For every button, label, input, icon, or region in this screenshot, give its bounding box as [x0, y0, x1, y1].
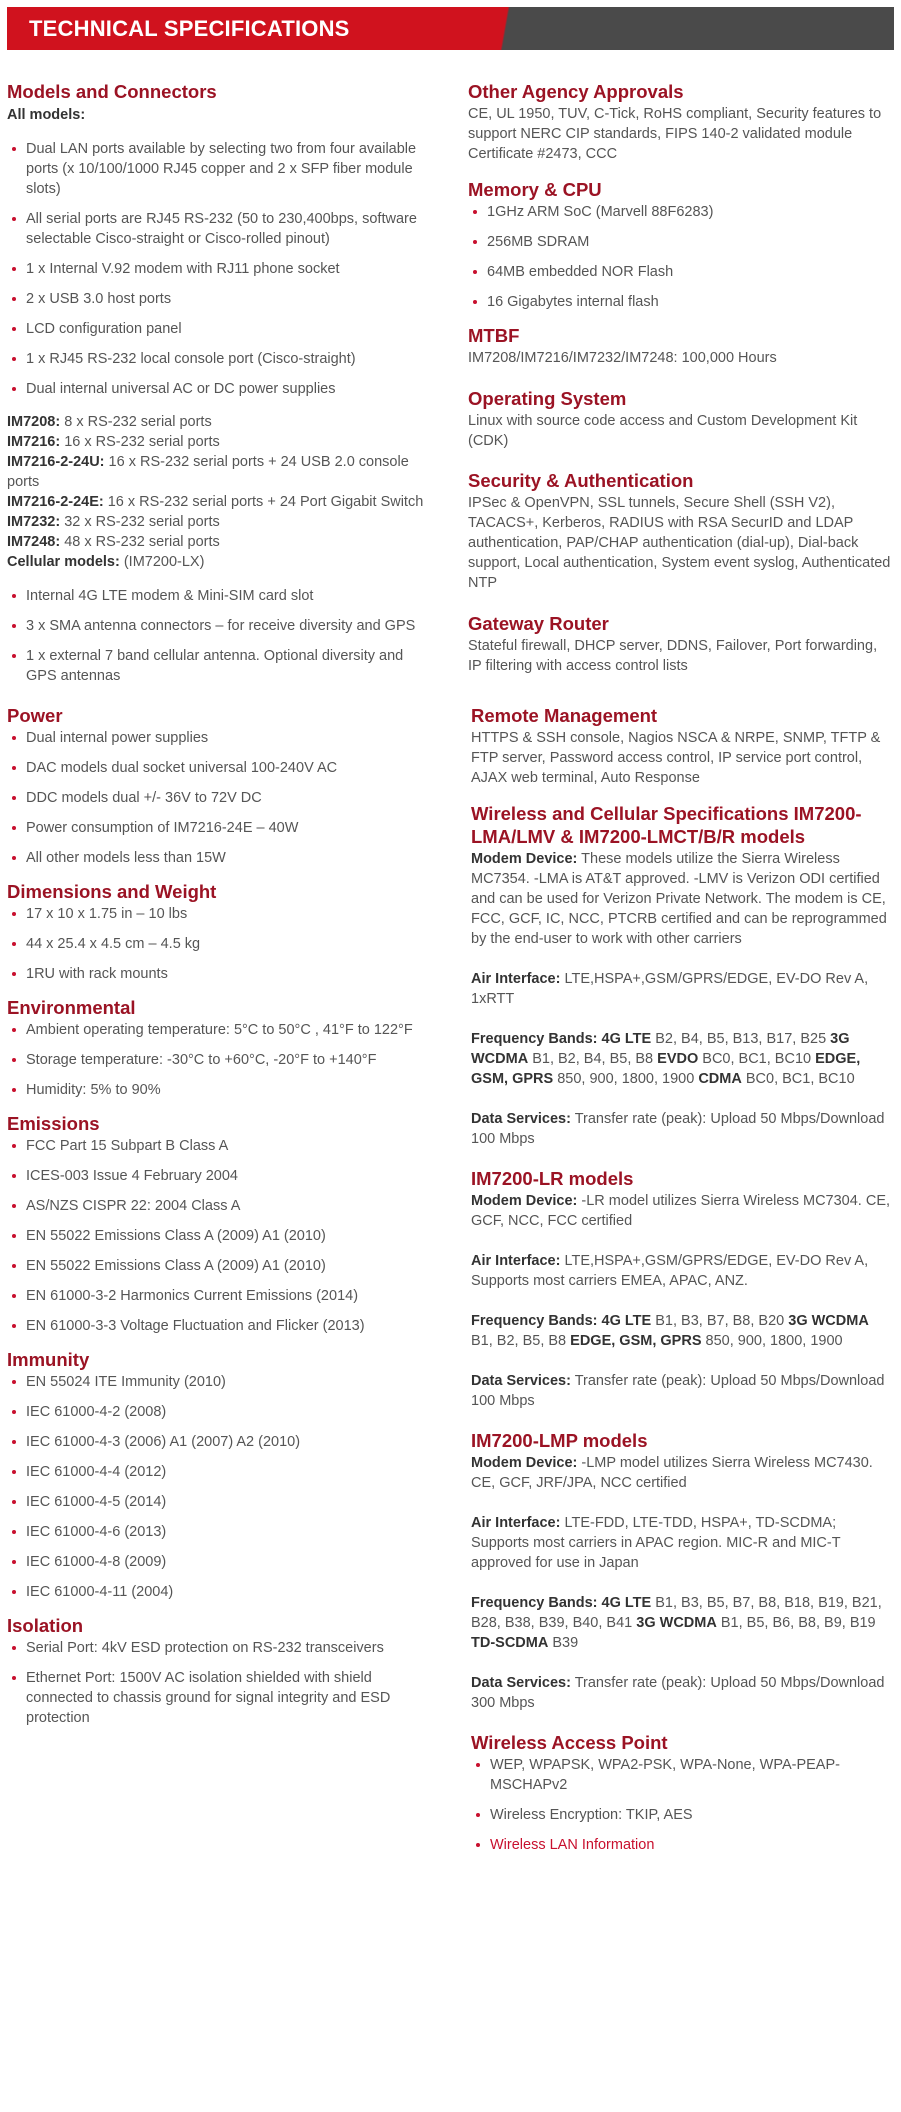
lr-modem: Modem Device: -LR model utilizes Sierra Wireless MC7304. CE, GCF, NCC, FCC certified	[471, 1193, 891, 1229]
memory-heading: Memory & CPU	[468, 179, 602, 200]
list-item: EN 55022 Emissions Class A (2009) A1 (2010)	[7, 1226, 437, 1246]
list-item: EN 61000-3-3 Voltage Fluctuation and Flicker (2013)	[7, 1316, 437, 1336]
list-item: IEC 61000-4-6 (2013)	[7, 1522, 437, 1542]
list-item: IEC 61000-4-2 (2008)	[7, 1402, 437, 1422]
list-item: 1RU with rack mounts	[7, 964, 437, 984]
list-item: IEC 61000-4-4 (2012)	[7, 1462, 437, 1482]
lmp-data: Data Services: Transfer rate (peak): Upload 50 Mbps/Download 300 Mbps	[471, 1675, 885, 1711]
list-item: IEC 61000-4-11 (2004)	[7, 1582, 437, 1602]
emissions-list	[7, 1136, 437, 1336]
power-list	[7, 728, 437, 868]
list-item: DDC models dual +/- 36V to 72V DC	[7, 788, 437, 808]
list-item: WEP, WPAPSK, WPA2-PSK, WPA-None, WPA-PEAP-MSCHAPv2	[471, 1755, 893, 1795]
list-item: Wireless Encryption: TKIP, AES	[471, 1805, 893, 1825]
wireless-freq: Frequency Bands: 4G LTE B2, B4, B5, B13, B17, B25 3G WCDMA B1, B2, B4, B5, B8 EVDO BC0, BC1, BC10 EDGE, GSM, GPRS 850, 900, 1800, 1900 CDMA BC0, BC1, BC10	[471, 1031, 861, 1087]
wireless-heading: Wireless and Cellular Specifications IM7200-LMA/LMV & IM7200-LMCT/B/R models	[471, 803, 862, 847]
isolation-list	[7, 1638, 437, 1728]
list-item: All other models less than 15W	[7, 848, 437, 868]
variant-row: Cellular models: (IM7200-LX)	[7, 554, 205, 570]
list-item: AS/NZS CISPR 22: 2004 Class A	[7, 1196, 437, 1216]
list-item: 2 x USB 3.0 host ports	[7, 289, 437, 309]
model-variants	[7, 412, 437, 572]
wireless-modem: Modem Device: These models utilize the Sierra Wireless MC7354. -LMA is AT&T approved. -LMV is Verizon ODI certified and can be used for Verizon Private Network. The modem is CE, FCC, GCF, IC, NCC, PTCRB certified and can be reprogrammed by the end-user to work with other carriers	[471, 851, 887, 947]
variant-row: IM7216-2-24U: 16 x RS-232 serial ports + 24 USB 2.0 console ports	[7, 454, 409, 490]
list-item: ICES-003 Issue 4 February 2004	[7, 1166, 437, 1186]
list-item: Internal 4G LTE modem & Mini-SIM card slot	[7, 586, 437, 606]
wireless-data: Data Services: Transfer rate (peak): Upload 50 Mbps/Download 100 Mbps	[471, 1111, 885, 1147]
agency-text: CE, UL 1950, TUV, C-Tick, RoHS compliant, Security features to support NERC CIP standards, FIPS 140-2 validated module Certificate #2473, CCC	[468, 106, 882, 162]
models-heading: Models and Connectors	[7, 81, 217, 102]
lmp-heading: IM7200-LMP models	[471, 1430, 648, 1451]
list-item: Serial Port: 4kV ESD protection on RS-232 transceivers	[7, 1638, 437, 1658]
variant-row: IM7232: 32 x RS-232 serial ports	[7, 514, 220, 530]
list-item: Storage temperature: -30°C to +60°C, -20°F to +140°F	[7, 1050, 437, 1070]
banner-title: TECHNICAL SPECIFICATIONS	[29, 16, 350, 41]
dimensions-list	[7, 904, 437, 984]
wireless-air: Air Interface: LTE,HSPA+,GSM/GPRS/EDGE, EV-DO Rev A, 1xRTT	[471, 971, 869, 1007]
list-item: IEC 61000-4-3 (2006) A1 (2007) A2 (2010)	[7, 1432, 437, 1452]
remote-heading: Remote Management	[471, 705, 658, 726]
list-item: 3 x SMA antenna connectors – for receive diversity and GPS	[7, 616, 437, 636]
variant-row: IM7216-2-24E: 16 x RS-232 serial ports + 24 Port Gigabit Switch	[7, 494, 424, 510]
dimensions-heading: Dimensions and Weight	[7, 881, 217, 902]
mtbf-heading: MTBF	[468, 325, 520, 346]
power-heading: Power	[7, 705, 63, 726]
list-item: Dual internal universal AC or DC power supplies	[7, 379, 437, 399]
list-item: 256MB SDRAM	[468, 232, 893, 252]
immunity-heading: Immunity	[7, 1349, 90, 1370]
gateway-heading: Gateway Router	[468, 613, 609, 634]
wireless-lan-info-link[interactable]: Wireless LAN Information	[490, 1837, 655, 1853]
security-heading: Security & Authentication	[468, 470, 694, 491]
variant-row: IM7248: 48 x RS-232 serial ports	[7, 534, 220, 550]
os-heading: Operating System	[468, 388, 627, 409]
list-item: Humidity: 5% to 90%	[7, 1080, 437, 1100]
list-item: 16 Gigabytes internal flash	[468, 292, 893, 312]
list-item: Power consumption of IM7216-24E – 40W	[7, 818, 437, 838]
wap-list	[471, 1755, 893, 1855]
list-item: 44 x 25.4 x 4.5 cm – 4.5 kg	[7, 934, 437, 954]
list-item	[471, 1835, 893, 1855]
gateway-text: Stateful firewall, DHCP server, DDNS, Failover, Port forwarding, IP filtering with access control lists	[468, 638, 878, 674]
list-item: Dual LAN ports available by selecting two from four available ports (x 10/100/1000 RJ45 copper and 2 x SFP fiber module slots)	[7, 139, 437, 199]
list-item: 1 x RJ45 RS-232 local console port (Cisco-straight)	[7, 349, 437, 369]
specs-banner	[7, 7, 894, 50]
list-item: Ethernet Port: 1500V AC isolation shielded with shield connected to chassis ground for signal integrity and ESD protection	[7, 1668, 437, 1728]
immunity-list	[7, 1372, 437, 1602]
all-models-label: All models:	[7, 107, 86, 123]
list-item: LCD configuration panel	[7, 319, 437, 339]
list-item: IEC 61000-4-5 (2014)	[7, 1492, 437, 1512]
list-item: EN 61000-3-2 Harmonics Current Emissions (2014)	[7, 1286, 437, 1306]
mtbf-text: IM7208/IM7216/IM7232/IM7248: 100,000 Hours	[468, 350, 777, 366]
lr-data: Data Services: Transfer rate (peak): Upload 50 Mbps/Download 100 Mbps	[471, 1373, 885, 1409]
agency-heading: Other Agency Approvals	[468, 81, 684, 102]
list-item: 1GHz ARM SoC (Marvell 88F6283)	[468, 202, 893, 222]
list-item: Ambient operating temperature: 5°C to 50°C , 41°F to 122°F	[7, 1020, 437, 1040]
list-item: All serial ports are RJ45 RS-232 (50 to 230,400bps, software selectable Cisco-straight or Cisco-rolled pinout)	[7, 209, 437, 249]
remote-text: HTTPS & SSH console, Nagios NSCA & NRPE, SNMP, TFTP & FTP server, Password access control, IP service port control, AJAX web terminal, Auto Response	[471, 730, 881, 786]
list-item: FCC Part 15 Subpart B Class A	[7, 1136, 437, 1156]
security-text: IPSec & OpenVPN, SSL tunnels, Secure Shell (SSH V2), TACACS+, Kerberos, RADIUS with RSA SecurID and LDAP authentication, PAP/CHAP authentication (dial-up), Dial-back support, Local authentication, System event syslog, Authenticated NTP	[468, 495, 891, 591]
list-item: 1 x Internal V.92 modem with RJ11 phone socket	[7, 259, 437, 279]
lr-heading: IM7200-LR models	[471, 1168, 634, 1189]
emissions-heading: Emissions	[7, 1113, 100, 1134]
environmental-list	[7, 1020, 437, 1100]
right-column	[468, 80, 893, 1865]
list-item: 17 x 10 x 1.75 in – 10 lbs	[7, 904, 437, 924]
lmp-air: Air Interface: LTE-FDD, LTE-TDD, HSPA+, TD-SCDMA; Supports most carriers in APAC region. MIC-R and MIC-T approved for use in Japan	[471, 1515, 841, 1571]
list-item: Dual internal power supplies	[7, 728, 437, 748]
list-item: 1 x external 7 band cellular antenna. Optional diversity and GPS antennas	[7, 646, 437, 686]
list-item: IEC 61000-4-8 (2009)	[7, 1552, 437, 1572]
list-item: 64MB embedded NOR Flash	[468, 262, 893, 282]
list-item: EN 55022 Emissions Class A (2009) A1 (2010)	[7, 1256, 437, 1276]
wap-heading: Wireless Access Point	[471, 1732, 668, 1753]
lr-freq: Frequency Bands: 4G LTE B1, B3, B7, B8, B20 3G WCDMA B1, B2, B5, B8 EDGE, GSM, GPRS 850, 900, 1800, 1900	[471, 1313, 869, 1349]
lmp-freq: Frequency Bands: 4G LTE B1, B3, B5, B7, B8, B18, B19, B21, B28, B38, B39, B40, B41 3G WCDMA B1, B5, B6, B8, B9, B19 TD-SCDMA B39	[471, 1595, 882, 1651]
models-list	[7, 139, 437, 399]
cellular-list	[7, 586, 437, 686]
lmp-modem: Modem Device: -LMP model utilizes Sierra Wireless MC7430. CE, GCF, JRF/JPA, NCC certified	[471, 1455, 873, 1491]
os-text: Linux with source code access and Custom Development Kit (CDK)	[468, 413, 858, 449]
variant-row: IM7216: 16 x RS-232 serial ports	[7, 434, 220, 450]
left-column	[7, 80, 437, 1738]
list-item: DAC models dual socket universal 100-240V AC	[7, 758, 437, 778]
isolation-heading: Isolation	[7, 1615, 84, 1636]
list-item: EN 55024 ITE Immunity (2010)	[7, 1372, 437, 1392]
variant-row: IM7208: 8 x RS-232 serial ports	[7, 414, 212, 430]
environmental-heading: Environmental	[7, 997, 136, 1018]
memory-list	[468, 202, 893, 312]
lr-air: Air Interface: LTE,HSPA+,GSM/GPRS/EDGE, EV-DO Rev A, Supports most carriers EMEA, APAC, ANZ.	[471, 1253, 869, 1289]
